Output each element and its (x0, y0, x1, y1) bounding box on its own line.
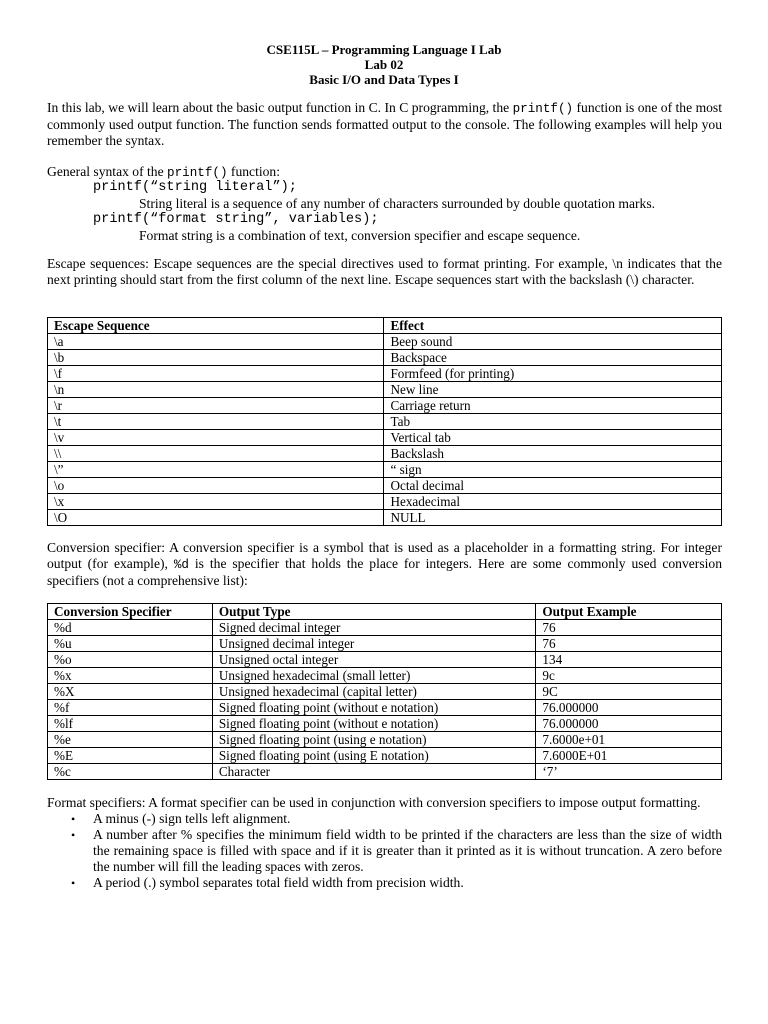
table-row (48, 398, 722, 414)
table-cell: %x (48, 668, 213, 684)
table-row (48, 684, 722, 700)
column-header: Output Type (212, 604, 536, 620)
table-cell: %d (48, 620, 213, 636)
column-header: Effect (384, 318, 722, 334)
table-cell: %c (48, 764, 213, 780)
lab-topic: Basic I/O and Data Types I (309, 72, 459, 87)
table-cell: \x (48, 494, 384, 510)
bullet-item: • A number after % specifies the minimum field width to be printed if the characters are less than the size of width the remaining space is filled with space and if it is greater than it printed as it is without truncation. A zero before the number will fill the leading spaces with zeros. (71, 827, 722, 874)
table-cell: Backslash (384, 446, 722, 462)
table-cell: \v (48, 430, 384, 446)
table-cell: Signed floating point (without e notation) (212, 700, 536, 716)
table-row (48, 350, 722, 366)
column-header: Conversion Specifier (48, 604, 213, 620)
table-row (48, 366, 722, 382)
percent-d-code: %d (173, 558, 189, 572)
bullet-icon: • (71, 812, 76, 826)
table-cell: 76 (536, 636, 722, 652)
table-cell: Unsigned hexadecimal (capital letter) (212, 684, 536, 700)
syntax-example-2-code: printf(“format string”, variables); (93, 212, 379, 227)
printf-code: printf() (512, 102, 574, 116)
conversion-specifier-paragraph: Conversion specifier: A conversion specifier is a symbol that is used as a placeholder in a formatting string. For integer output (for example), %d is the specifier that holds the place for integers. Here are some commonly used conversion specifiers (not a comprehensive list): (47, 540, 722, 588)
table-cell: Signed floating point (without e notation) (212, 716, 536, 732)
syntax-example-1-code: printf(“string literal”); (93, 180, 297, 195)
escape-sequences-paragraph: Escape sequences: Escape sequences are the special directives used to format printing. For example, \n indicates that the next printing should start from the first column of the next line. Escape sequences start with the backslash (\) character. (47, 256, 722, 287)
table-cell: Vertical tab (384, 430, 722, 446)
table-cell: Carriage return (384, 398, 722, 414)
table-cell: Formfeed (for printing) (384, 366, 722, 382)
table-row (48, 764, 722, 780)
table-cell: Octal decimal (384, 478, 722, 494)
table-header-row (48, 318, 722, 334)
table-cell: Backspace (384, 350, 722, 366)
table-cell: Character (212, 764, 536, 780)
table-cell: Beep sound (384, 334, 722, 350)
table-cell: %u (48, 636, 213, 652)
table-cell: %lf (48, 716, 213, 732)
format-specifier-paragraph: Format specifiers: A format specifier can be used in conjunction with conversion specifiers to impose output formatting. (47, 795, 701, 810)
table-row (48, 652, 722, 668)
table-cell: 134 (536, 652, 722, 668)
table-cell: \O (48, 510, 384, 526)
table-cell: \\ (48, 446, 384, 462)
syntax-heading: General syntax of the printf() function: (47, 164, 280, 180)
table-cell: Tab (384, 414, 722, 430)
intro-paragraph: In this lab, we will learn about the basic output function in C. In C programming, the printf() function is one of the most commonly used output function. The function sends formatted output to the console. The following examples will help you remember the syntax. (47, 100, 722, 148)
column-header: Escape Sequence (48, 318, 384, 334)
table-row (48, 382, 722, 398)
table-cell: Unsigned octal integer (212, 652, 536, 668)
table-row (48, 510, 722, 526)
table-cell: %E (48, 748, 213, 764)
syntax-example-2-desc: Format string is a combination of text, conversion specifier and escape sequence. (139, 228, 581, 243)
table-cell: \” (48, 462, 384, 478)
table-row (48, 478, 722, 494)
table-cell: New line (384, 382, 722, 398)
lab-number: Lab 02 (364, 57, 404, 72)
table-cell: \n (48, 382, 384, 398)
table-row (48, 748, 722, 764)
table-header-row (48, 604, 722, 620)
column-header: Output Example (536, 604, 722, 620)
bullet-icon: • (71, 828, 76, 842)
table-cell: \o (48, 478, 384, 494)
table-row (48, 462, 722, 478)
table-cell: Signed decimal integer (212, 620, 536, 636)
table-cell: 76.000000 (536, 700, 722, 716)
table-row (48, 716, 722, 732)
table-row (48, 668, 722, 684)
table-row (48, 334, 722, 350)
table-row (48, 732, 722, 748)
table-row (48, 430, 722, 446)
table-cell: \r (48, 398, 384, 414)
table-cell: %X (48, 684, 213, 700)
table-row (48, 636, 722, 652)
table-cell: %e (48, 732, 213, 748)
table-cell: Unsigned hexadecimal (small letter) (212, 668, 536, 684)
table-cell: 76 (536, 620, 722, 636)
lab-course-title: CSE115L – Programming Language I Lab (266, 42, 502, 57)
syntax-example-1-desc: String literal is a sequence of any number of characters surrounded by double quotation marks. (139, 196, 656, 211)
table-cell: \f (48, 366, 384, 382)
table-cell: %o (48, 652, 213, 668)
table-cell: 76.000000 (536, 716, 722, 732)
table-cell: \a (48, 334, 384, 350)
conversion-specifier-table (47, 603, 722, 780)
table-cell: “ sign (384, 462, 722, 478)
table-cell: %f (48, 700, 213, 716)
table-cell: NULL (384, 510, 722, 526)
table-cell: \b (48, 350, 384, 366)
table-cell: Signed floating point (using E notation) (212, 748, 536, 764)
table-cell: Hexadecimal (384, 494, 722, 510)
escape-sequence-table (47, 317, 722, 526)
table-cell: Signed floating point (using e notation) (212, 732, 536, 748)
bullet-icon: • (71, 876, 76, 890)
bullet-item: • A period (.) symbol separates total field width from precision width. (71, 875, 464, 890)
table-cell: 9c (536, 668, 722, 684)
table-cell: ‘7’ (536, 764, 722, 780)
table-cell: Unsigned decimal integer (212, 636, 536, 652)
table-row (48, 414, 722, 430)
table-row (48, 620, 722, 636)
table-row (48, 446, 722, 462)
table-row (48, 700, 722, 716)
table-cell: \t (48, 414, 384, 430)
table-cell: 7.6000E+01 (536, 748, 722, 764)
table-cell: 7.6000e+01 (536, 732, 722, 748)
bullet-item: • A minus (-) sign tells left alignment. (71, 811, 291, 826)
table-cell: 9C (536, 684, 722, 700)
table-row (48, 494, 722, 510)
